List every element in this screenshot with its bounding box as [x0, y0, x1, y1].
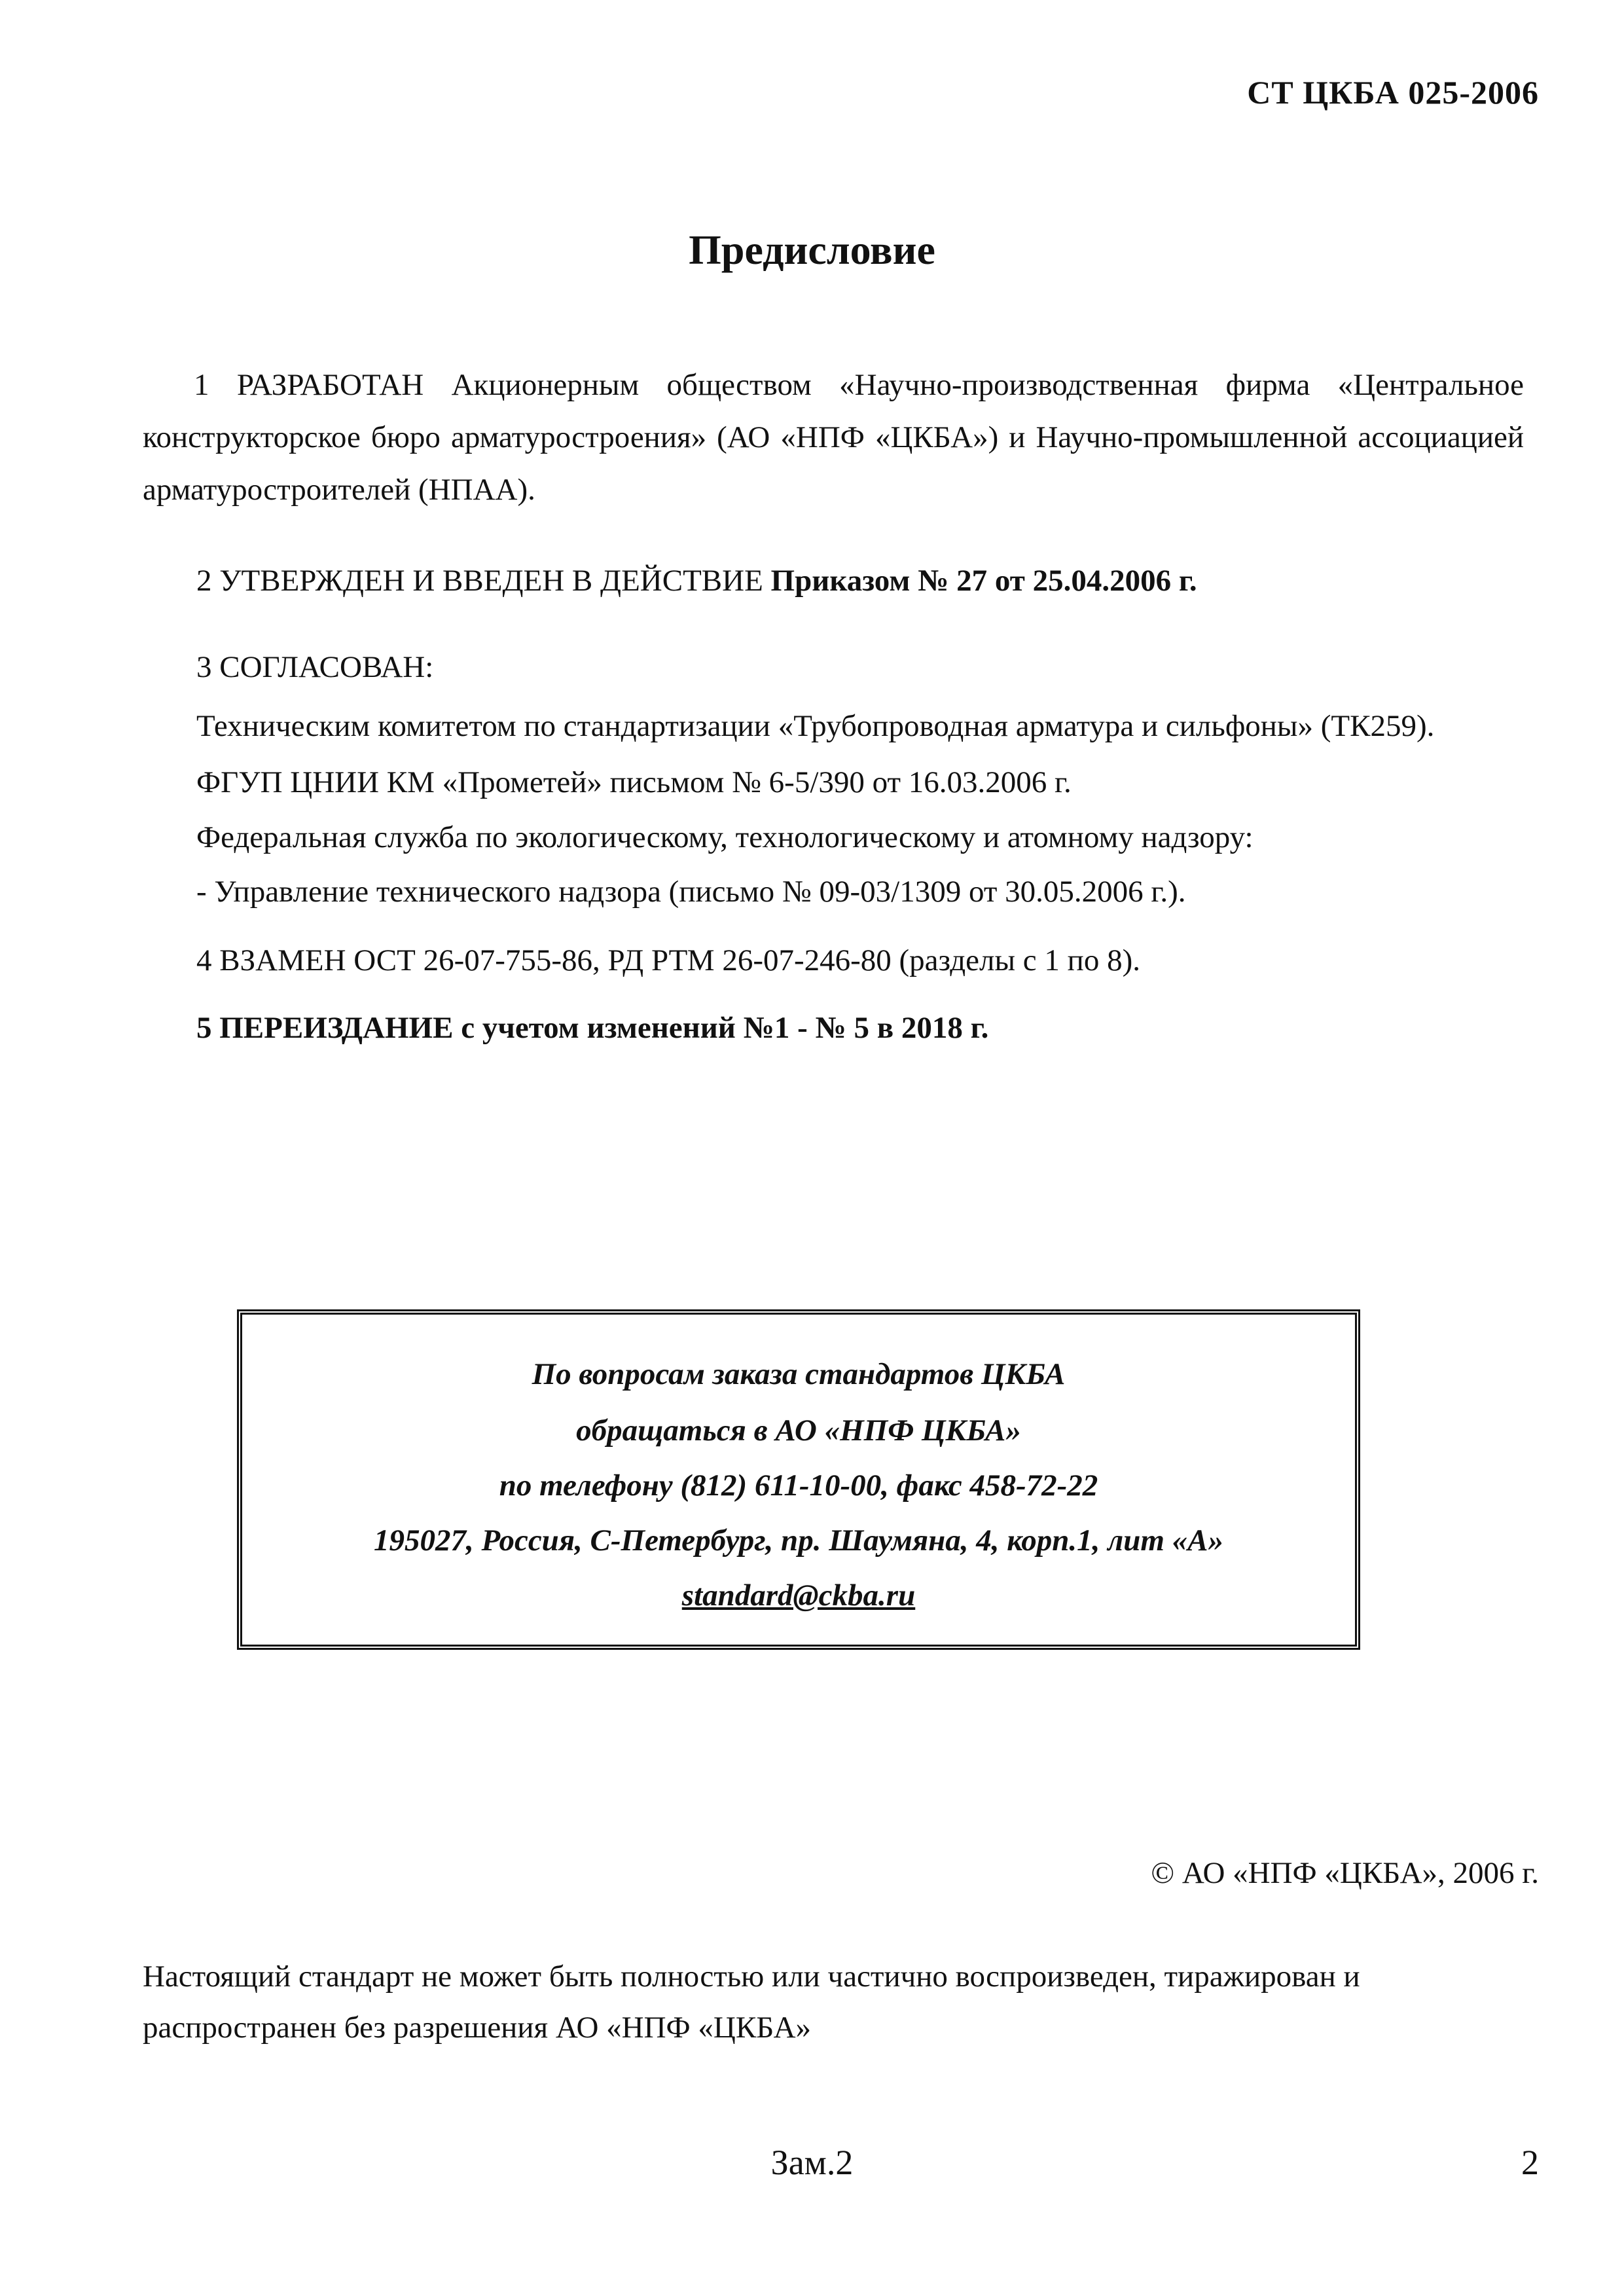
contact-line-4: 195027, Россия, С-Петербург, пр. Шаумяна, 4, корп.1, лит «А» [373, 1523, 1224, 1558]
revision-mark: Зам.2 [770, 2143, 854, 2182]
contact-box [237, 1309, 1360, 1650]
item-3-line-4: - Управление технического надзора (письмо № 09-03/1309 от 30.05.2006 г.). [196, 875, 1186, 909]
item-2-text: 2 УТВЕРЖДЕН И ВВЕДЕН В ДЕЙСТВИЕ [196, 564, 763, 598]
preface-item-1 [143, 359, 1524, 516]
page-title: Предисловие [689, 227, 935, 273]
item-1-text: РАЗРАБОТАН Акционерным обществом «Научно-производственная фирма «Центральное конструкторское бюро арматуростроения» (АО «НПФ «ЦКБА») и Научно-промышленной ассоциацией арматуростроителей (НПАА). [143, 368, 1525, 507]
contact-line-3: по телефону (812) 611-10-00, факс 458-72-22 [499, 1468, 1098, 1503]
preface-item-5 [196, 1010, 988, 1046]
preface-item-2 [196, 563, 1197, 598]
reproduction-notice: Настоящий стандарт не может быть полностью или частично воспроизведен, тиражирован и распространен без разрешения АО «НПФ «ЦКБА» [143, 1959, 1360, 2045]
email-link[interactable]: standard@ckba.ru [681, 1578, 916, 1613]
item-3-line-3: Федеральная служба по экологическому, технологическому и атомному надзору: [196, 820, 1254, 854]
item-2-order: Приказом № 27 от 25.04.2006 г. [770, 564, 1197, 598]
copyright: © АО «НПФ «ЦКБА», 2006 г. [1151, 1856, 1539, 1890]
contact-line-1: По вопросам заказа стандартов ЦКБА [532, 1357, 1066, 1391]
contact-email [242, 1578, 1355, 1613]
standard-code: СТ ЦКБА 025-2006 [1247, 74, 1539, 111]
item-3-heading: 3 СОГЛАСОВАН: [196, 650, 434, 684]
preface-item-4: 4 ВЗАМЕН ОСТ 26-07-755-86, РД РТМ 26-07-246-80 (разделы с 1 по 8). [196, 943, 1140, 977]
item-5-text: с учетом изменений №1 - № 5 в 2018 г. [453, 1011, 989, 1045]
item-1-number: 1 [194, 368, 209, 402]
contact-line-2: обращаться в АО «НПФ ЦКБА» [576, 1413, 1021, 1448]
page-number: 2 [1521, 2143, 1539, 2182]
item-3-line-2: ФГУП ЦНИИ КМ «Прометей» письмом № 6-5/390 от 16.03.2006 г. [196, 765, 1072, 799]
item-5-label: 5 ПЕРЕИЗДАНИЕ [196, 1011, 454, 1045]
item-3-line-1: Техническим комитетом по стандартизации «Трубопроводная арматура и сильфоны» (ТК259). [196, 709, 1435, 743]
